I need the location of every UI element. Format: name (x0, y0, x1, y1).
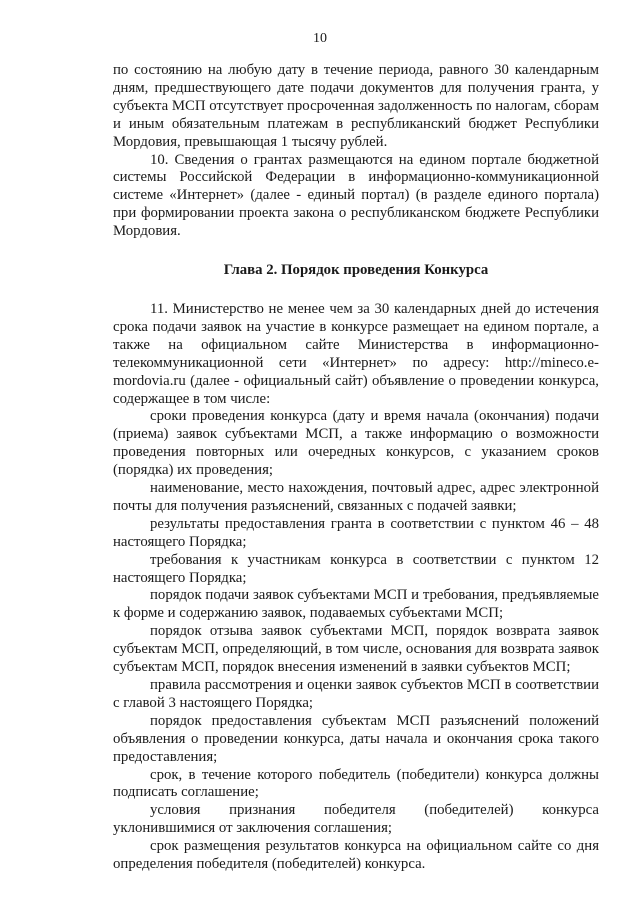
list-item-results-publication: срок размещения результатов конкурса на официальном сайте со дня определения победителя (победителей) конкурса. (113, 838, 599, 873)
list-item-review-rules: правила рассмотрения и оценки заявок субъектов МСП в соответствии с главой 3 настоящего Порядка; (113, 677, 599, 711)
list-item-signing-deadline: срок, в течение которого победитель (победители) конкурса должны подписать соглашение; (113, 766, 599, 801)
chapter-heading: Глава 2. Порядок проведения Конкурса (223, 262, 489, 279)
list-item-deadlines: сроки проведения конкурса (дату и время начала (окончания) подачи (приема) заявок субъектами МСП, а также информацию о возможности проведения повторных или очередных конкурсов, с указанием сроков (порядка) их проведения; (113, 408, 599, 479)
list-item-withdrawal-order: порядок отзыва заявок субъектами МСП, порядок возврата заявок субъектам МСП, определяющий, в том числе, основания для возврата заявок субъектам МСП, порядок внесения изменений в заявки субъектов МСП; (113, 623, 599, 676)
paragraph-11: 11. Министерство не менее чем за 30 календарных дней до истечения срока подачи заявок на участие в конкурсе размещает на едином портале, а также на официальном сайте Министерства в информационно-телекоммуникационной сети «Интернет» по адресу: http://mineco.e-mordovia.ru (далее - официальный сайт) объявление о проведении конкурса, содержащее в том числе: (113, 300, 599, 407)
list-item-submission-order: порядок подачи заявок субъектами МСП и требования, предъявляемые к форме и содержанию заявок, подаваемых субъектами МСП; (113, 587, 599, 622)
list-item-contacts: наименование, место нахождения, почтовый адрес, адрес электронной почты для получения разъяснений, связанных с подачей заявки; (113, 480, 599, 514)
list-item-evasion-conditions: условия признания победителя (победителей) конкурса уклонившимися от заключения соглашения; (113, 802, 599, 837)
paragraph-10: 10. Сведения о грантах размещаются на едином портале бюджетной системы Российской Федерации в информационно-коммуникационной системе «Интернет» (далее - единый портал) (в разделе единого портала) при формировании проекта закона о республиканском бюджете Республики Мордовия. (113, 151, 599, 240)
list-item-results: результаты предоставления гранта в соответствии с пунктом 46 – 48 настоящего Порядка; (113, 515, 599, 550)
page-body (113, 62, 599, 874)
paragraph-continuation: по состоянию на любую дату в течение периода, равного 30 календарным дням, предшествующего дате подачи документов для получения гранта, у субъекта МСП отсутствует просроченная задолженность по налогам, сборам и иным обязательным платежам в республиканский бюджет Республики Мордовия, превышающая 1 тысячу рублей. (113, 62, 600, 150)
list-item-clarifications: порядок предоставления субъектам МСП разъяснений положений объявления о проведении конкурса, даты начала и окончания срока такого предоставления; (113, 712, 599, 765)
list-item-requirements: требования к участникам конкурса в соответствии с пунктом 12 настоящего Порядка; (113, 551, 599, 586)
page-number: 10 (313, 31, 327, 46)
